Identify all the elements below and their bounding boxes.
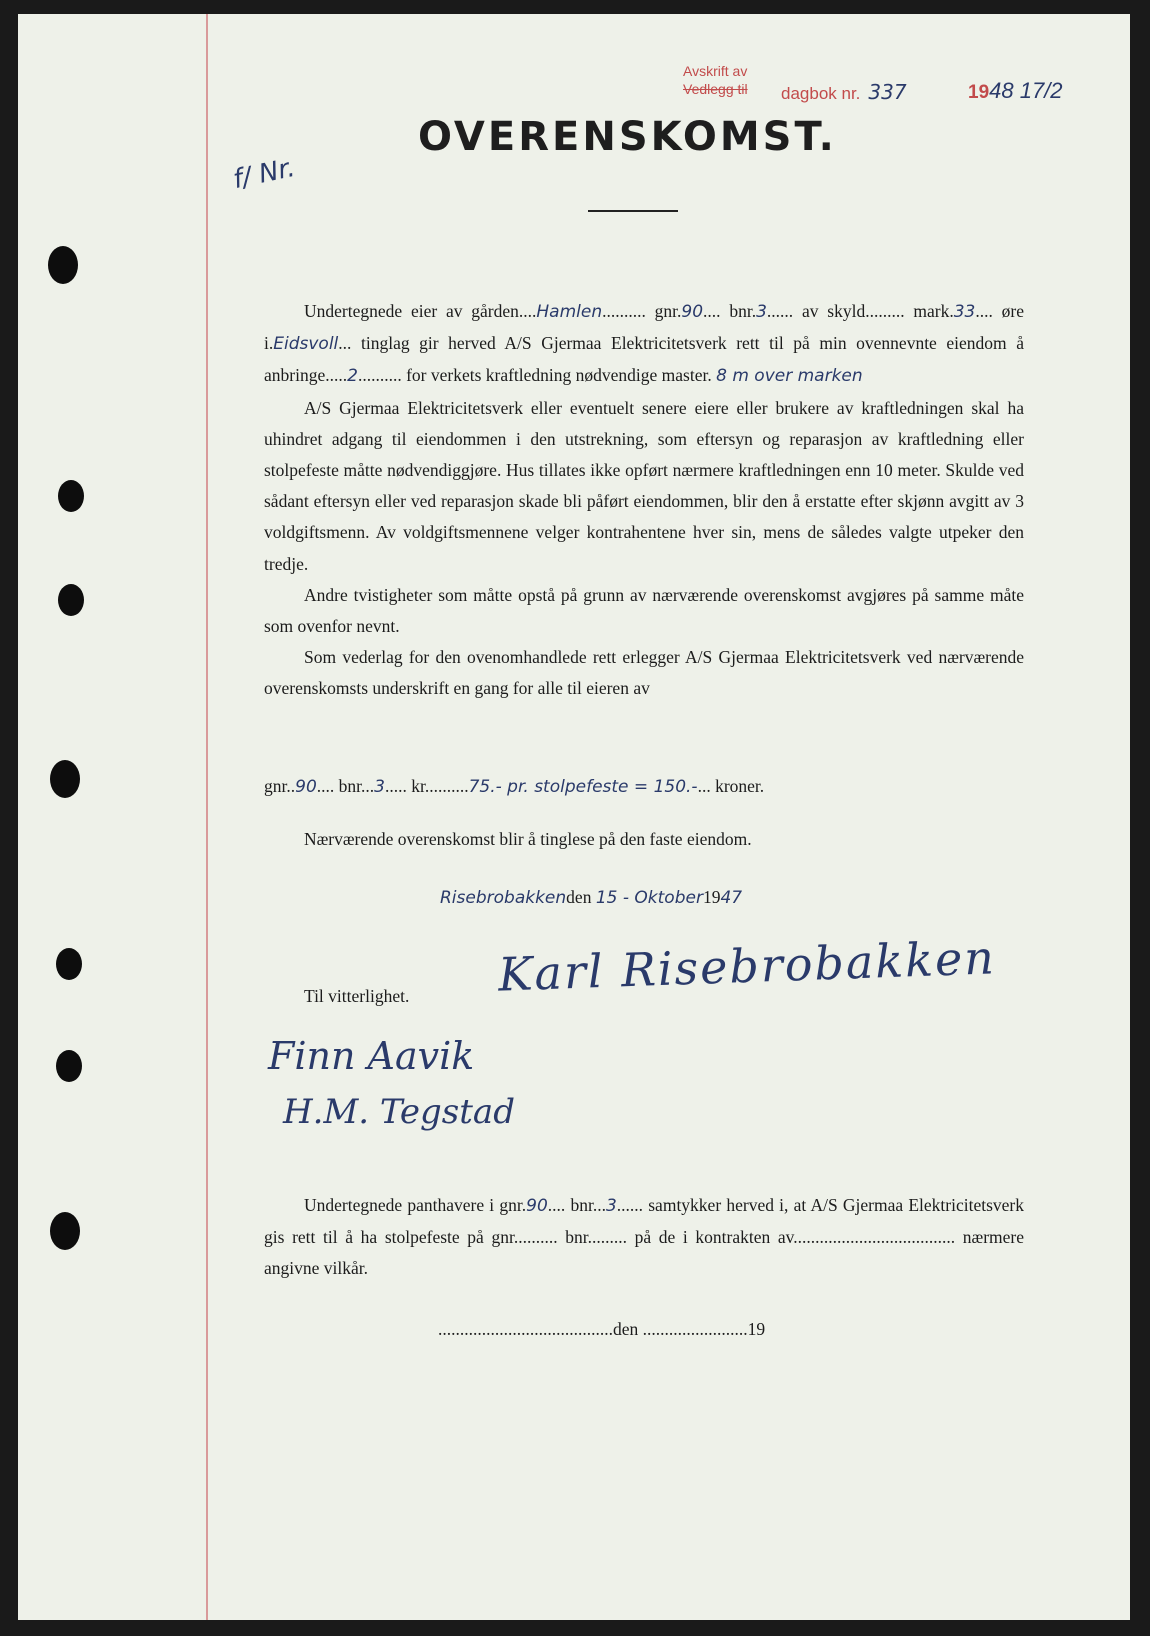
field-master-count: 2 (347, 366, 358, 387)
amount-kroner-label: kroner. (715, 776, 765, 796)
punch-hole (50, 760, 80, 798)
stamp-line-2: Vedlegg til (683, 81, 748, 97)
year-handwritten-47: 47 (720, 888, 743, 908)
p1-text-h: for verkets kraftledning nødvendige master. (406, 365, 712, 386)
agreement-body (264, 296, 1024, 705)
dagbok-label: dagbok nr. (781, 84, 861, 103)
pant-paragraph: Undertegnede panthavere i gnr.90.... bnr...3...... samtykker herved i, at A/S Gjermaa Elektricitetsverk gis rett til å ha stolpefeste på gnr.......... bnr......... på de i kontrakten av..................................... nærmere angivne vilkår. (264, 1195, 1024, 1279)
den-label: den (566, 887, 592, 907)
amount-kr-label: kr. (411, 776, 430, 796)
pant-text-b: bnr. (570, 1195, 598, 1215)
blank-place: ........................................ (438, 1319, 613, 1339)
pant-gnr: 90 (526, 1196, 548, 1216)
blank-date-line (438, 1319, 765, 1340)
amount-value: 75.- pr. stolpefeste = 150.- (468, 777, 698, 797)
punch-hole (56, 948, 82, 980)
paragraph-4: Som vederlag for den ovenomhandlede rett erlegger A/S Gjermaa Elektricitetsverk ved nærværende overenskomsts underskrift en gang for alle til eieren av (264, 647, 1024, 699)
paragraph-2: A/S Gjermaa Elektricitetsverk eller eventuelt senere eiere eller brukere av kraftledningen skal ha uhindret adgang til eiendommen i den utstrekning, som eftersyn og reparasjon av kraftledning eller stolpefeste måtte nødvendiggjøre. Hus tillates ikke opført nærmere kraftledningen enn 10 meter. Skulde ved sådant eftersyn eller ved reparasjon skade bli påført eiendommen, blir den å erstatte efter skjønn avgitt av 3 voldgiftsmenn. Av voldgiftsmennene velger kontrahentene hver sin, mens de således valgte utpeker den tredje. (264, 397, 1024, 574)
field-master-note: 8 m over marken (716, 366, 863, 387)
year-19: 19 (702, 887, 721, 907)
dagbok-number: 337 (868, 80, 907, 104)
document-title: OVERENSKOMST. (418, 114, 837, 160)
punch-hole (56, 1050, 82, 1082)
field-gard: Hamlen (536, 302, 603, 322)
dagbok-reference (781, 80, 907, 104)
owner-signature: Karl Risebrobakken (497, 930, 997, 1002)
witness-label: Til vitterlighet. (304, 986, 410, 1006)
witness-signature-2: H.M. Tegstad (283, 1092, 515, 1132)
stamp-year (968, 78, 1063, 104)
year-handwritten: 48 17/2 (989, 78, 1063, 103)
amount-gnr: 90 (295, 777, 317, 797)
p1-text-b: gnr. (654, 301, 682, 321)
p1-text-f: øre i (264, 301, 1025, 354)
amount-bnr-label: bnr. (338, 776, 366, 796)
blank-den: den (613, 1319, 639, 1339)
p1-text-a: Undertegnede eier av gården (304, 301, 519, 321)
date-handwritten: 15 - Oktober (595, 888, 703, 908)
p1-text-g: tinglag gir herved A/S Gjermaa Elektricitetsverk rett til på min ovennevnte eiendom å anbringe (264, 333, 1024, 386)
margin-line (206, 14, 208, 1620)
punch-hole (50, 1212, 80, 1250)
amount-gnr-label: gnr. (264, 776, 291, 796)
amount-bnr: 3 (374, 777, 385, 797)
year-prefix: 19 (968, 82, 990, 103)
field-gnr: 90 (681, 302, 704, 322)
punch-hole (48, 246, 78, 284)
blank-date: ........................ (642, 1319, 748, 1339)
paragraph-1: Undertegnede eier av gården....Hamlen.......... gnr.90.... bnr.3...... av skyld......... mark.33.... øre i.Eidsvoll... tinglag gir herved A/S Gjermaa Elektricitetsverk rett til på min ovennevnte eiendom å anbringe.....2.......... for verkets kraftledning nødvendige master. 8 m over marken (264, 301, 1025, 387)
stamp-line-1: Avskrift av (683, 63, 748, 79)
title-rule (588, 210, 678, 212)
pant-text-a: Undertegnede panthavere i gnr. (304, 1195, 527, 1215)
archive-stamp (683, 62, 748, 98)
document-page (18, 14, 1130, 1620)
place-date (440, 887, 742, 908)
blank-year: 19 (747, 1319, 766, 1339)
punch-hole (58, 584, 84, 616)
punch-hole (58, 480, 84, 512)
pant-bnr: 3 (605, 1196, 617, 1216)
field-mark: 33 (953, 302, 976, 322)
paragraph-3: Andre tvistigheter som måtte opstå på grunn av nærværende overenskomst avgjøres på samme måte som ovenfor nevnt. (264, 584, 1024, 637)
field-bnr: 3 (756, 302, 767, 322)
tinglese-text: Nærværende overenskomst blir å tinglese på den faste eiendom. (304, 829, 752, 849)
place-handwritten: Risebrobakken (440, 888, 567, 908)
pant-text-c: samtykker herved i, at A/S Gjermaa Elektricitetsverk gis rett til å ha stolpefeste på gnr.......... bnr......... på de i kontrakten av..................................... nærmere angivne vilkår. (264, 1195, 1024, 1279)
witness-signature-1: Finn Aavik (268, 1034, 475, 1078)
p1-text-d: av skyld (801, 301, 866, 321)
p1-text-e: mark. (913, 301, 954, 321)
field-tinglag: Eidsvoll (273, 334, 339, 355)
p1-text-c: bnr. (729, 301, 757, 321)
pant-consent (264, 1190, 1024, 1285)
amount-line: gnr..90.... bnr...3..... kr..........75.- pr. stolpefeste = 150.-... kroner. (264, 776, 765, 797)
corner-note: f/ Nr. (230, 152, 298, 196)
